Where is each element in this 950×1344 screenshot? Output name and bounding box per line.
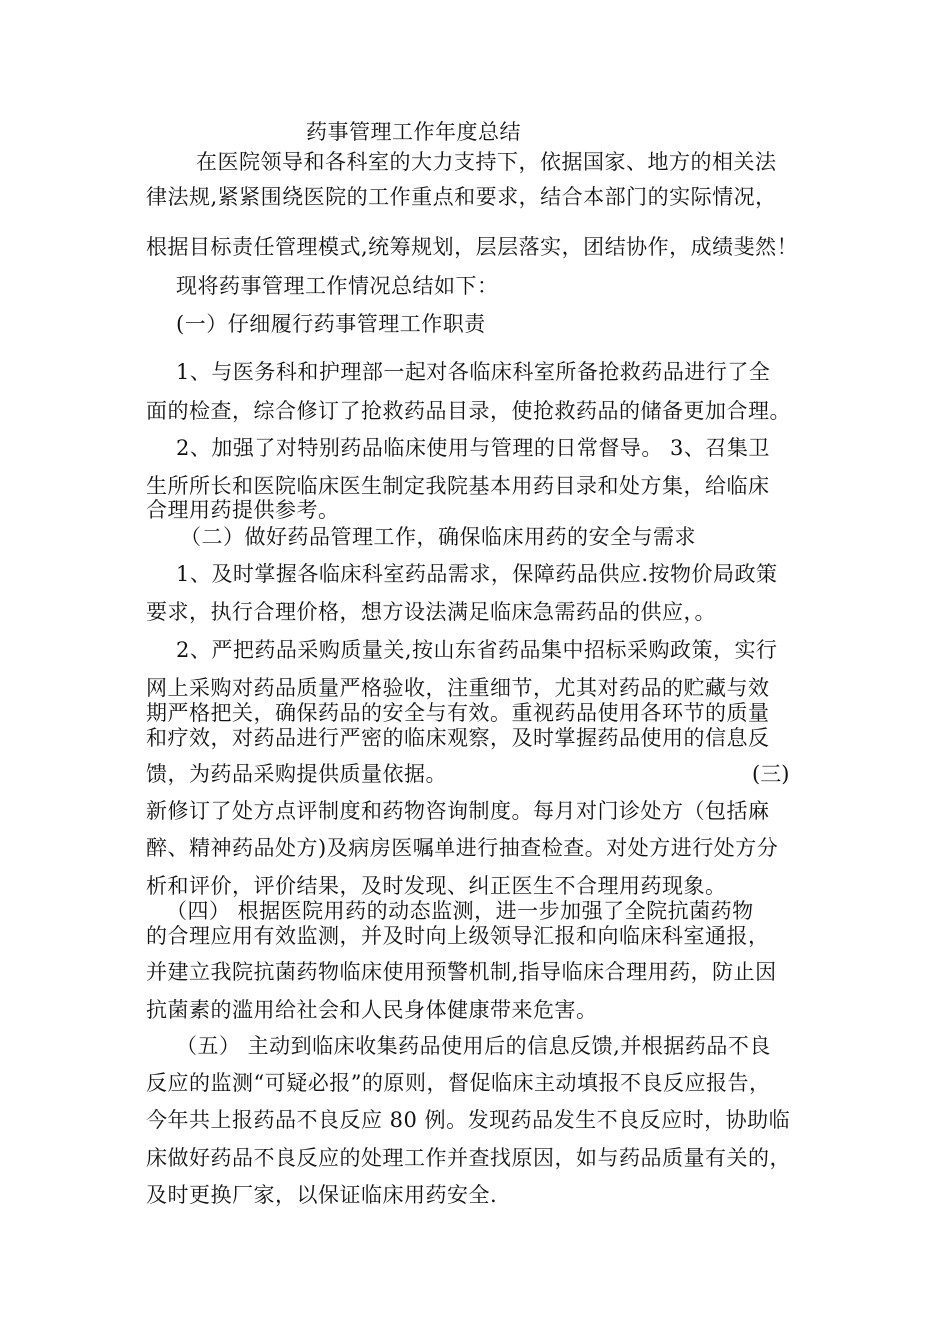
document-title: 药事管理工作年度总结 <box>306 120 521 144</box>
paragraph-line: 馈，为药品采购提供质量依据。 <box>146 762 447 786</box>
paragraph-line: 根据目标责任管理模式,统筹规划，层层落实，团结协作，成绩斐然！ <box>146 235 799 259</box>
paragraph-line: 醉、精神药品处方)及病房医嘱单进行抽查检查。对处方进行处方分 <box>146 836 779 860</box>
paragraph-line: 合理用药提供参考。 <box>146 498 340 522</box>
paragraph-line: 现将药事管理工作情况总结如下： <box>176 274 499 298</box>
paragraph-line: 律法规,紧紧围绕医院的工作重点和要求，结合本部门的实际情况， <box>146 185 777 209</box>
paragraph-line: 在医院领导和各科室的大力支持下，依据国家、地方的相关法 <box>196 150 777 174</box>
paragraph-line: 网上采购对药品质量严格验收，注重细节，尤其对药品的贮藏与效 <box>146 676 770 700</box>
paragraph-line: 2、加强了对特别药品临床使用与管理的日常督导。 3、召集卫 <box>176 436 770 460</box>
paragraph-line: 面的检查，综合修订了抢救药品目录，使抢救药品的储备更加合理。 <box>146 399 791 423</box>
paragraph-line: 的合理应用有效监测，并及时向上级领导汇报和向临床科室通报， <box>146 924 770 948</box>
section-heading: (一）仔细履行药事管理工作职责 <box>176 312 486 336</box>
paragraph-line: 期严格把关，确保药品的安全与有效。重视药品使用各环节的质量 <box>146 701 770 725</box>
paragraph-line: 并建立我院抗菌药物临床使用预警机制,指导临床合理用药，防止因 <box>146 960 777 984</box>
paragraph-line: 及时更换厂家，以保证临床用药安全. <box>146 1183 498 1207</box>
paragraph-line: 床做好药品不良反应的处理工作并查找原因，如与药品质量有关的， <box>146 1146 791 1170</box>
section-three-marker: (三) <box>752 762 790 786</box>
paragraph-line: 和疗效，对药品进行严密的临床观察，及时掌握药品使用的信息反 <box>146 726 770 750</box>
section-heading: （五） 主动到临床收集药品使用后的信息反馈,并根据药品不良 <box>176 1034 771 1058</box>
paragraph-line: 抗菌素的滥用给社会和人民身体健康带来危害。 <box>146 998 598 1022</box>
paragraph-line: 新修订了处方点评制度和药物咨询制度。每月对门诊处方（包括麻 <box>146 799 770 823</box>
paragraph-line: 1、与医务科和护理部一起对各临床科室所备抢救药品进行了全 <box>176 360 771 384</box>
paragraph-line: 今年共上报药品不良反应 80 例。发现药品发生不良反应时，协助临 <box>146 1108 791 1132</box>
section-heading: （四） 根据医院用药的动态监测，进一步加强了全院抗菌药物 <box>166 899 754 923</box>
paragraph-line: 生所所长和医院临床医生制定我院基本用药目录和处方集，给临床 <box>146 474 770 498</box>
paragraph-line: 反应的监测“可疑必报”的原则，督促临床主动填报不良反应报告， <box>146 1071 771 1095</box>
paragraph-line: 析和评价，评价结果，及时发现、纠正医生不合理用药现象。 <box>146 874 727 898</box>
section-heading: （二）做好药品管理工作，确保临床用药的安全与需求 <box>180 525 696 549</box>
paragraph-line: 2、严把药品采购质量关,按山东省药品集中招标采购政策，实行 <box>176 638 778 662</box>
paragraph-line: 要求，执行合理价格，想方设法满足临床急需药品的供应，。 <box>146 600 716 624</box>
paragraph-line: 1、及时掌握各临床科室药品需求，保障药品供应.按物价局政策 <box>176 562 778 586</box>
